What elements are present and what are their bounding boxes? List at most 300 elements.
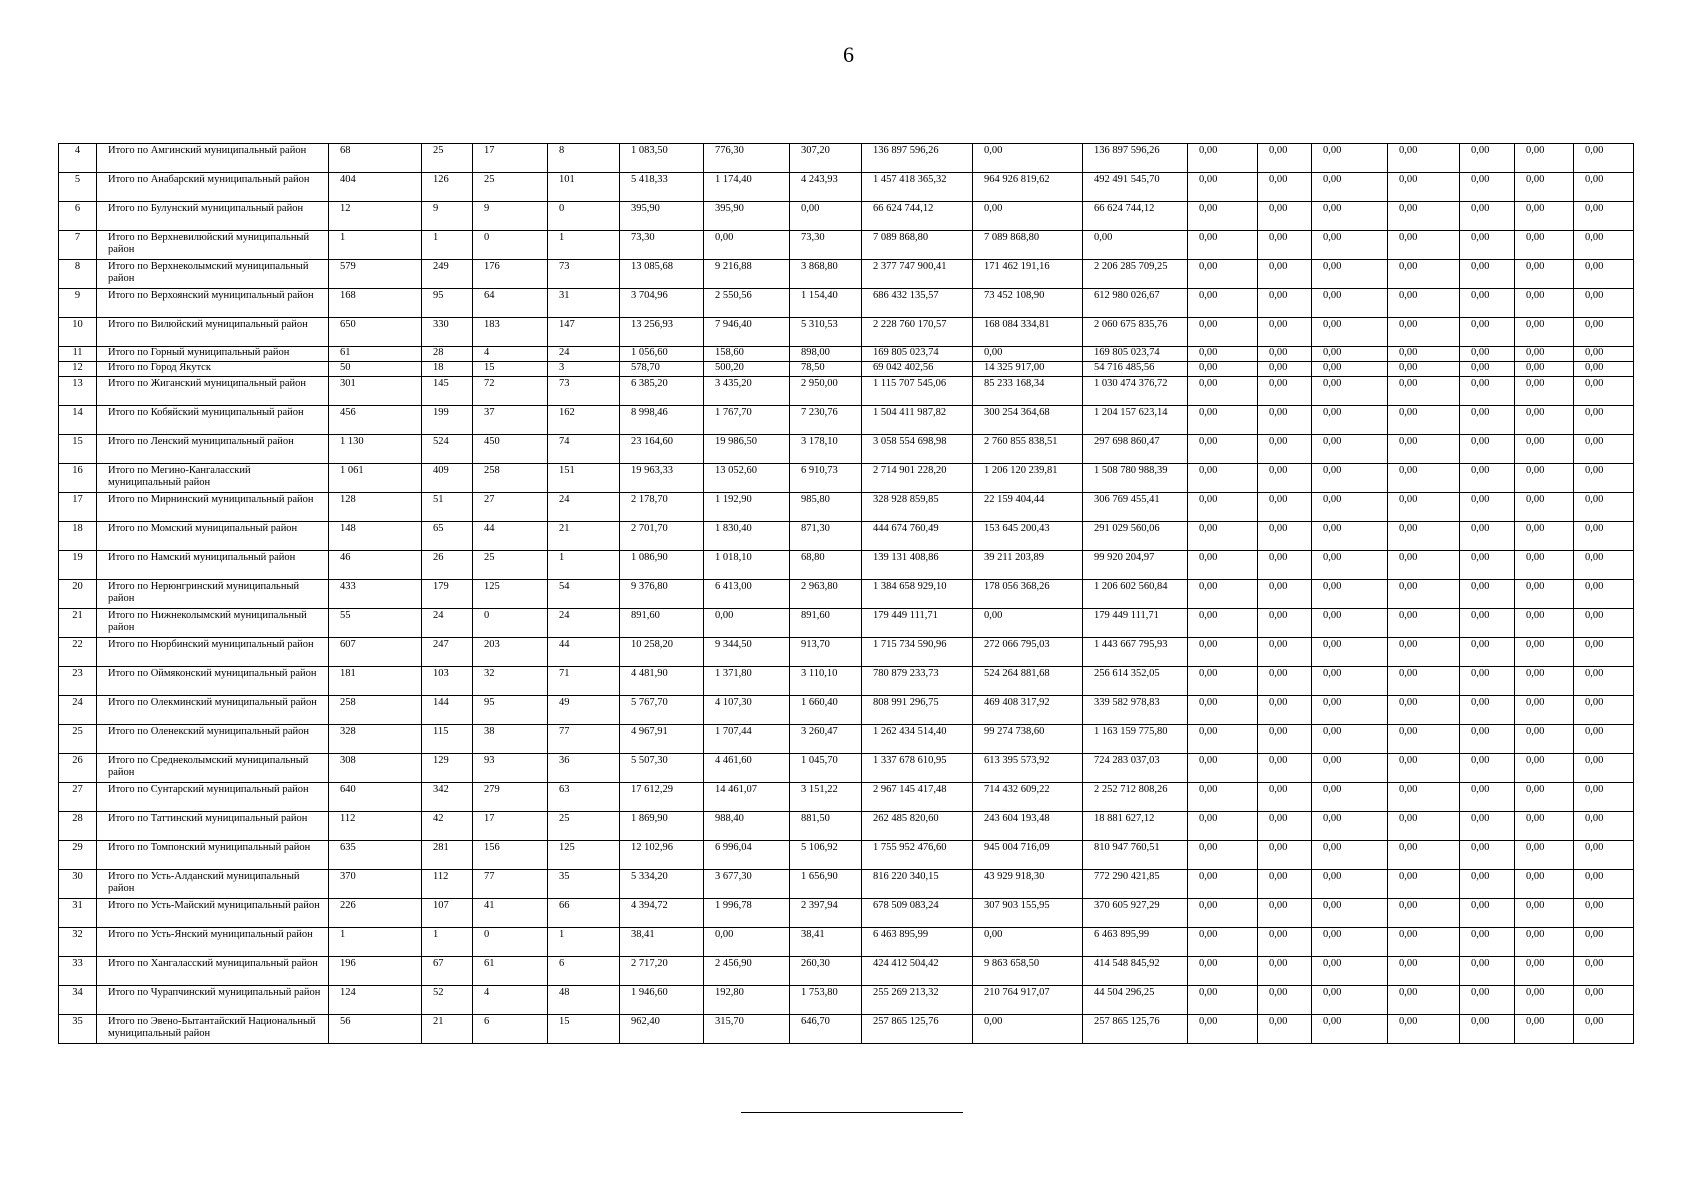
value-cell: 13 085,68 <box>620 260 704 289</box>
value-cell: 35 <box>548 870 620 899</box>
value-cell: 125 <box>548 841 620 870</box>
value-cell: 306 769 455,41 <box>1083 493 1188 522</box>
value-cell: 0,00 <box>1574 928 1634 957</box>
value-cell: 9 863 658,50 <box>973 957 1083 986</box>
district-name: Итого по Таттинский муниципальный район <box>97 812 329 841</box>
value-cell: 0,00 <box>1388 1015 1460 1044</box>
value-cell: 1 660,40 <box>790 696 862 725</box>
value-cell: 0,00 <box>1312 362 1388 377</box>
value-cell: 95 <box>422 289 473 318</box>
value-cell: 0,00 <box>1188 725 1258 754</box>
value-cell: 686 432 135,57 <box>862 289 973 318</box>
value-cell: 0,00 <box>973 202 1083 231</box>
value-cell: 0,00 <box>1515 696 1574 725</box>
row-number: 11 <box>59 347 97 362</box>
district-name: Итого по Жиганский муниципальный район <box>97 377 329 406</box>
table-row <box>59 377 1634 406</box>
table-row <box>59 435 1634 464</box>
value-cell: 810 947 760,51 <box>1083 841 1188 870</box>
value-cell: 0,00 <box>1515 783 1574 812</box>
value-cell: 44 504 296,25 <box>1083 986 1188 1015</box>
value-cell: 0,00 <box>1460 435 1515 464</box>
value-cell: 0,00 <box>1312 899 1388 928</box>
value-cell: 0,00 <box>1312 667 1388 696</box>
value-cell: 13 052,60 <box>704 464 790 493</box>
value-cell: 23 164,60 <box>620 435 704 464</box>
value-cell: 0,00 <box>1460 812 1515 841</box>
value-cell: 18 881 627,12 <box>1083 812 1188 841</box>
value-cell: 0,00 <box>1460 667 1515 696</box>
table-row <box>59 464 1634 493</box>
value-cell: 151 <box>548 464 620 493</box>
district-name: Итого по Амгинский муниципальный район <box>97 144 329 173</box>
row-number: 18 <box>59 522 97 551</box>
value-cell: 85 233 168,34 <box>973 377 1083 406</box>
value-cell: 0,00 <box>1258 957 1312 986</box>
value-cell: 0,00 <box>1388 202 1460 231</box>
table-row <box>59 260 1634 289</box>
row-number: 26 <box>59 754 97 783</box>
value-cell: 0,00 <box>1258 754 1312 783</box>
value-cell: 0,00 <box>1574 144 1634 173</box>
table-row <box>59 870 1634 899</box>
value-cell: 0,00 <box>1388 362 1460 377</box>
value-cell: 1 457 418 365,32 <box>862 173 973 202</box>
value-cell: 21 <box>548 522 620 551</box>
value-cell: 1 <box>548 551 620 580</box>
value-cell: 0,00 <box>1515 986 1574 1015</box>
value-cell: 158,60 <box>704 347 790 362</box>
value-cell: 0,00 <box>1312 696 1388 725</box>
table-body <box>59 144 1634 1044</box>
value-cell: 913,70 <box>790 638 862 667</box>
value-cell: 0,00 <box>1312 783 1388 812</box>
value-cell: 6 996,04 <box>704 841 790 870</box>
value-cell: 0 <box>548 202 620 231</box>
value-cell: 50 <box>329 362 422 377</box>
value-cell: 0,00 <box>1515 551 1574 580</box>
value-cell: 0,00 <box>1388 435 1460 464</box>
value-cell: 0,00 <box>1188 173 1258 202</box>
value-cell: 226 <box>329 899 422 928</box>
value-cell: 640 <box>329 783 422 812</box>
row-number: 9 <box>59 289 97 318</box>
value-cell: 4 394,72 <box>620 899 704 928</box>
table-row <box>59 957 1634 986</box>
value-cell: 73 <box>548 377 620 406</box>
value-cell: 0,00 <box>1258 609 1312 638</box>
value-cell: 255 269 213,32 <box>862 986 973 1015</box>
value-cell: 179 449 111,71 <box>1083 609 1188 638</box>
value-cell: 0,00 <box>1388 609 1460 638</box>
value-cell: 0,00 <box>1460 260 1515 289</box>
value-cell: 10 258,20 <box>620 638 704 667</box>
district-name: Итого по Усть-Янский муниципальный район <box>97 928 329 957</box>
district-name: Итого по Вилюйский муниципальный район <box>97 318 329 347</box>
value-cell: 0,00 <box>1574 493 1634 522</box>
value-cell: 0,00 <box>1388 841 1460 870</box>
table-row <box>59 812 1634 841</box>
value-cell: 307,20 <box>790 144 862 173</box>
value-cell: 456 <box>329 406 422 435</box>
value-cell: 0,00 <box>973 144 1083 173</box>
value-cell: 1 869,90 <box>620 812 704 841</box>
value-cell: 0,00 <box>1574 377 1634 406</box>
value-cell: 3 435,20 <box>704 377 790 406</box>
value-cell: 881,50 <box>790 812 862 841</box>
row-number: 30 <box>59 870 97 899</box>
value-cell: 0,00 <box>1574 435 1634 464</box>
value-cell: 945 004 716,09 <box>973 841 1083 870</box>
value-cell: 0,00 <box>1574 870 1634 899</box>
value-cell: 14 325 917,00 <box>973 362 1083 377</box>
value-cell: 0,00 <box>1460 493 1515 522</box>
value-cell: 31 <box>548 289 620 318</box>
value-cell: 181 <box>329 667 422 696</box>
value-cell: 0,00 <box>1258 928 1312 957</box>
district-name: Итого по Момский муниципальный район <box>97 522 329 551</box>
value-cell: 42 <box>422 812 473 841</box>
value-cell: 962,40 <box>620 1015 704 1044</box>
value-cell: 0,00 <box>1258 464 1312 493</box>
value-cell: 0,00 <box>1388 667 1460 696</box>
value-cell: 73,30 <box>790 231 862 260</box>
row-number: 19 <box>59 551 97 580</box>
value-cell: 0,00 <box>1460 580 1515 609</box>
value-cell: 0,00 <box>704 928 790 957</box>
row-number: 16 <box>59 464 97 493</box>
value-cell: 24 <box>548 609 620 638</box>
row-number: 10 <box>59 318 97 347</box>
district-name: Итого по Томпонский муниципальный район <box>97 841 329 870</box>
row-number: 21 <box>59 609 97 638</box>
value-cell: 73 <box>548 260 620 289</box>
value-cell: 0,00 <box>1515 841 1574 870</box>
value-cell: 0,00 <box>1388 260 1460 289</box>
value-cell: 258 <box>473 464 548 493</box>
value-cell: 0,00 <box>1574 1015 1634 1044</box>
value-cell: 249 <box>422 260 473 289</box>
value-cell: 650 <box>329 318 422 347</box>
value-cell: 25 <box>422 144 473 173</box>
value-cell: 281 <box>422 841 473 870</box>
value-cell: 0,00 <box>1312 841 1388 870</box>
value-cell: 1 <box>329 231 422 260</box>
value-cell: 607 <box>329 638 422 667</box>
value-cell: 49 <box>548 696 620 725</box>
value-cell: 21 <box>422 1015 473 1044</box>
value-cell: 1 086,90 <box>620 551 704 580</box>
value-cell: 0,00 <box>1388 870 1460 899</box>
value-cell: 0,00 <box>1574 406 1634 435</box>
value-cell: 61 <box>329 347 422 362</box>
value-cell: 64 <box>473 289 548 318</box>
table-row <box>59 667 1634 696</box>
value-cell: 12 102,96 <box>620 841 704 870</box>
value-cell: 0,00 <box>1312 435 1388 464</box>
value-cell: 1 204 157 623,14 <box>1083 406 1188 435</box>
value-cell: 300 254 364,68 <box>973 406 1083 435</box>
value-cell: 0,00 <box>1188 318 1258 347</box>
district-name: Итого по Сунтарский муниципальный район <box>97 783 329 812</box>
value-cell: 125 <box>473 580 548 609</box>
value-cell: 9 344,50 <box>704 638 790 667</box>
value-cell: 1 <box>548 231 620 260</box>
value-cell: 0,00 <box>1460 522 1515 551</box>
row-number: 7 <box>59 231 97 260</box>
value-cell: 0,00 <box>1188 638 1258 667</box>
value-cell: 0,00 <box>1515 928 1574 957</box>
value-cell: 370 <box>329 870 422 899</box>
district-name: Итого по Нижнеколымский муниципальный район <box>97 609 329 638</box>
value-cell: 256 614 352,05 <box>1083 667 1188 696</box>
district-name: Итого по Усть-Майский муниципальный район <box>97 899 329 928</box>
value-cell: 0,00 <box>704 231 790 260</box>
value-cell: 136 897 596,26 <box>862 144 973 173</box>
value-cell: 115 <box>422 725 473 754</box>
district-name: Итого по Чурапчинский муниципальный район <box>97 986 329 1015</box>
value-cell: 1 707,44 <box>704 725 790 754</box>
value-cell: 0,00 <box>1188 812 1258 841</box>
value-cell: 1 018,10 <box>704 551 790 580</box>
value-cell: 7 230,76 <box>790 406 862 435</box>
table-row <box>59 928 1634 957</box>
value-cell: 44 <box>548 638 620 667</box>
table-row <box>59 202 1634 231</box>
value-cell: 0,00 <box>1388 725 1460 754</box>
value-cell: 0,00 <box>1258 1015 1312 1044</box>
district-name: Итого по Верхневилюйский муниципальный район <box>97 231 329 260</box>
value-cell: 1 656,90 <box>790 870 862 899</box>
value-cell: 0,00 <box>1460 783 1515 812</box>
value-cell: 0,00 <box>1515 231 1574 260</box>
value-cell: 6 413,00 <box>704 580 790 609</box>
value-cell: 0,00 <box>1388 812 1460 841</box>
value-cell: 0,00 <box>1574 667 1634 696</box>
value-cell: 4 461,60 <box>704 754 790 783</box>
value-cell: 524 <box>422 435 473 464</box>
value-cell: 1 030 474 376,72 <box>1083 377 1188 406</box>
value-cell: 1 384 658 929,10 <box>862 580 973 609</box>
value-cell: 168 084 334,81 <box>973 318 1083 347</box>
value-cell: 2 456,90 <box>704 957 790 986</box>
table-row <box>59 347 1634 362</box>
value-cell: 0,00 <box>1188 1015 1258 1044</box>
value-cell: 0,00 <box>973 609 1083 638</box>
value-cell: 54 716 485,56 <box>1083 362 1188 377</box>
value-cell: 199 <box>422 406 473 435</box>
value-cell: 395,90 <box>704 202 790 231</box>
value-cell: 0,00 <box>1515 318 1574 347</box>
value-cell: 3 058 554 698,98 <box>862 435 973 464</box>
value-cell: 145 <box>422 377 473 406</box>
district-name: Итого по Верхоянский муниципальный район <box>97 289 329 318</box>
value-cell: 0,00 <box>1574 231 1634 260</box>
value-cell: 65 <box>422 522 473 551</box>
value-cell: 0,00 <box>1388 377 1460 406</box>
value-cell: 179 449 111,71 <box>862 609 973 638</box>
value-cell: 0,00 <box>1188 202 1258 231</box>
value-cell: 66 <box>548 899 620 928</box>
value-cell: 77 <box>473 870 548 899</box>
value-cell: 6 <box>473 1015 548 1044</box>
value-cell: 4 107,30 <box>704 696 790 725</box>
value-cell: 52 <box>422 986 473 1015</box>
value-cell: 0,00 <box>1188 347 1258 362</box>
district-name: Итого по Эвено-Бытантайский Национальный муниципальный район <box>97 1015 329 1044</box>
value-cell: 169 805 023,74 <box>1083 347 1188 362</box>
value-cell: 2 717,20 <box>620 957 704 986</box>
value-cell: 3 677,30 <box>704 870 790 899</box>
value-cell: 0,00 <box>1515 144 1574 173</box>
value-cell: 5 507,30 <box>620 754 704 783</box>
value-cell: 0,00 <box>1083 231 1188 260</box>
value-cell: 0,00 <box>1574 754 1634 783</box>
value-cell: 203 <box>473 638 548 667</box>
table-row <box>59 609 1634 638</box>
value-cell: 4 243,93 <box>790 173 862 202</box>
table-row <box>59 1015 1634 1044</box>
value-cell: 112 <box>329 812 422 841</box>
value-cell: 9 216,88 <box>704 260 790 289</box>
value-cell: 772 290 421,85 <box>1083 870 1188 899</box>
value-cell: 0,00 <box>1258 667 1312 696</box>
value-cell: 0,00 <box>1388 406 1460 435</box>
value-cell: 409 <box>422 464 473 493</box>
value-cell: 9 376,80 <box>620 580 704 609</box>
value-cell: 95 <box>473 696 548 725</box>
value-cell: 56 <box>329 1015 422 1044</box>
value-cell: 898,00 <box>790 347 862 362</box>
value-cell: 0,00 <box>1312 377 1388 406</box>
value-cell: 162 <box>548 406 620 435</box>
value-cell: 0,00 <box>1515 377 1574 406</box>
value-cell: 776,30 <box>704 144 790 173</box>
value-cell: 0,00 <box>1188 260 1258 289</box>
value-cell: 66 624 744,12 <box>862 202 973 231</box>
value-cell: 0,00 <box>704 609 790 638</box>
value-cell: 0,00 <box>1574 696 1634 725</box>
value-cell: 808 991 296,75 <box>862 696 973 725</box>
value-cell: 1 337 678 610,95 <box>862 754 973 783</box>
value-cell: 0,00 <box>1312 260 1388 289</box>
value-cell: 2 701,70 <box>620 522 704 551</box>
value-cell: 0,00 <box>1188 464 1258 493</box>
value-cell: 15 <box>548 1015 620 1044</box>
district-name: Итого по Оймяконский муниципальный район <box>97 667 329 696</box>
value-cell: 0,00 <box>1515 638 1574 667</box>
page-number: 6 <box>843 42 854 67</box>
value-cell: 55 <box>329 609 422 638</box>
value-cell: 0,00 <box>1188 406 1258 435</box>
value-cell: 0,00 <box>1258 783 1312 812</box>
value-cell: 1 755 952 476,60 <box>862 841 973 870</box>
value-cell: 128 <box>329 493 422 522</box>
value-cell: 0,00 <box>1574 362 1634 377</box>
value-cell: 3 178,10 <box>790 435 862 464</box>
row-number: 8 <box>59 260 97 289</box>
value-cell: 28 <box>422 347 473 362</box>
value-cell: 0,00 <box>1574 260 1634 289</box>
value-cell: 2 963,80 <box>790 580 862 609</box>
value-cell: 24 <box>548 347 620 362</box>
value-cell: 0,00 <box>1460 870 1515 899</box>
district-name: Итого по Олекминский муниципальный район <box>97 696 329 725</box>
value-cell: 0,00 <box>1188 435 1258 464</box>
value-cell: 0,00 <box>1515 957 1574 986</box>
value-cell: 112 <box>422 870 473 899</box>
value-cell: 1 174,40 <box>704 173 790 202</box>
district-name: Итого по Кобяйский муниципальный район <box>97 406 329 435</box>
table-row <box>59 522 1634 551</box>
value-cell: 0,00 <box>1188 928 1258 957</box>
row-number: 23 <box>59 667 97 696</box>
value-cell: 0,00 <box>1258 377 1312 406</box>
value-cell: 43 929 918,30 <box>973 870 1083 899</box>
row-number: 34 <box>59 986 97 1015</box>
value-cell: 404 <box>329 173 422 202</box>
value-cell: 183 <box>473 318 548 347</box>
value-cell: 308 <box>329 754 422 783</box>
value-cell: 139 131 408,86 <box>862 551 973 580</box>
value-cell: 0,00 <box>1312 551 1388 580</box>
value-cell: 0,00 <box>1460 609 1515 638</box>
row-number: 32 <box>59 928 97 957</box>
value-cell: 0,00 <box>1388 347 1460 362</box>
value-cell: 54 <box>548 580 620 609</box>
value-cell: 17 612,29 <box>620 783 704 812</box>
value-cell: 0,00 <box>1258 435 1312 464</box>
value-cell: 6 463 895,99 <box>1083 928 1188 957</box>
value-cell: 1 767,70 <box>704 406 790 435</box>
value-cell: 0,00 <box>1188 289 1258 318</box>
value-cell: 0,00 <box>1188 870 1258 899</box>
value-cell: 176 <box>473 260 548 289</box>
value-cell: 0,00 <box>1258 986 1312 1015</box>
value-cell: 578,70 <box>620 362 704 377</box>
value-cell: 579 <box>329 260 422 289</box>
district-name: Итого по Горный муниципальный район <box>97 347 329 362</box>
value-cell: 0,00 <box>1574 173 1634 202</box>
value-cell: 68 <box>329 144 422 173</box>
district-name: Итого по Ленский муниципальный район <box>97 435 329 464</box>
table-row <box>59 289 1634 318</box>
table-row <box>59 841 1634 870</box>
value-cell: 2 760 855 838,51 <box>973 435 1083 464</box>
value-cell: 1 061 <box>329 464 422 493</box>
value-cell: 0,00 <box>1258 231 1312 260</box>
value-cell: 93 <box>473 754 548 783</box>
value-cell: 5 334,20 <box>620 870 704 899</box>
value-cell: 124 <box>329 986 422 1015</box>
value-cell: 73 452 108,90 <box>973 289 1083 318</box>
value-cell: 1 154,40 <box>790 289 862 318</box>
value-cell: 3 704,96 <box>620 289 704 318</box>
value-cell: 1 130 <box>329 435 422 464</box>
value-cell: 0,00 <box>1460 144 1515 173</box>
value-cell: 4 481,90 <box>620 667 704 696</box>
district-name: Итого по Верхнеколымский муниципальный район <box>97 260 329 289</box>
value-cell: 0,00 <box>1460 928 1515 957</box>
table-row <box>59 696 1634 725</box>
value-cell: 0,00 <box>1388 638 1460 667</box>
value-cell: 0,00 <box>790 202 862 231</box>
value-cell: 424 412 504,42 <box>862 957 973 986</box>
district-name: Итого по Намский муниципальный район <box>97 551 329 580</box>
value-cell: 17 <box>473 144 548 173</box>
value-cell: 0,00 <box>1258 260 1312 289</box>
value-cell: 0,00 <box>1312 870 1388 899</box>
